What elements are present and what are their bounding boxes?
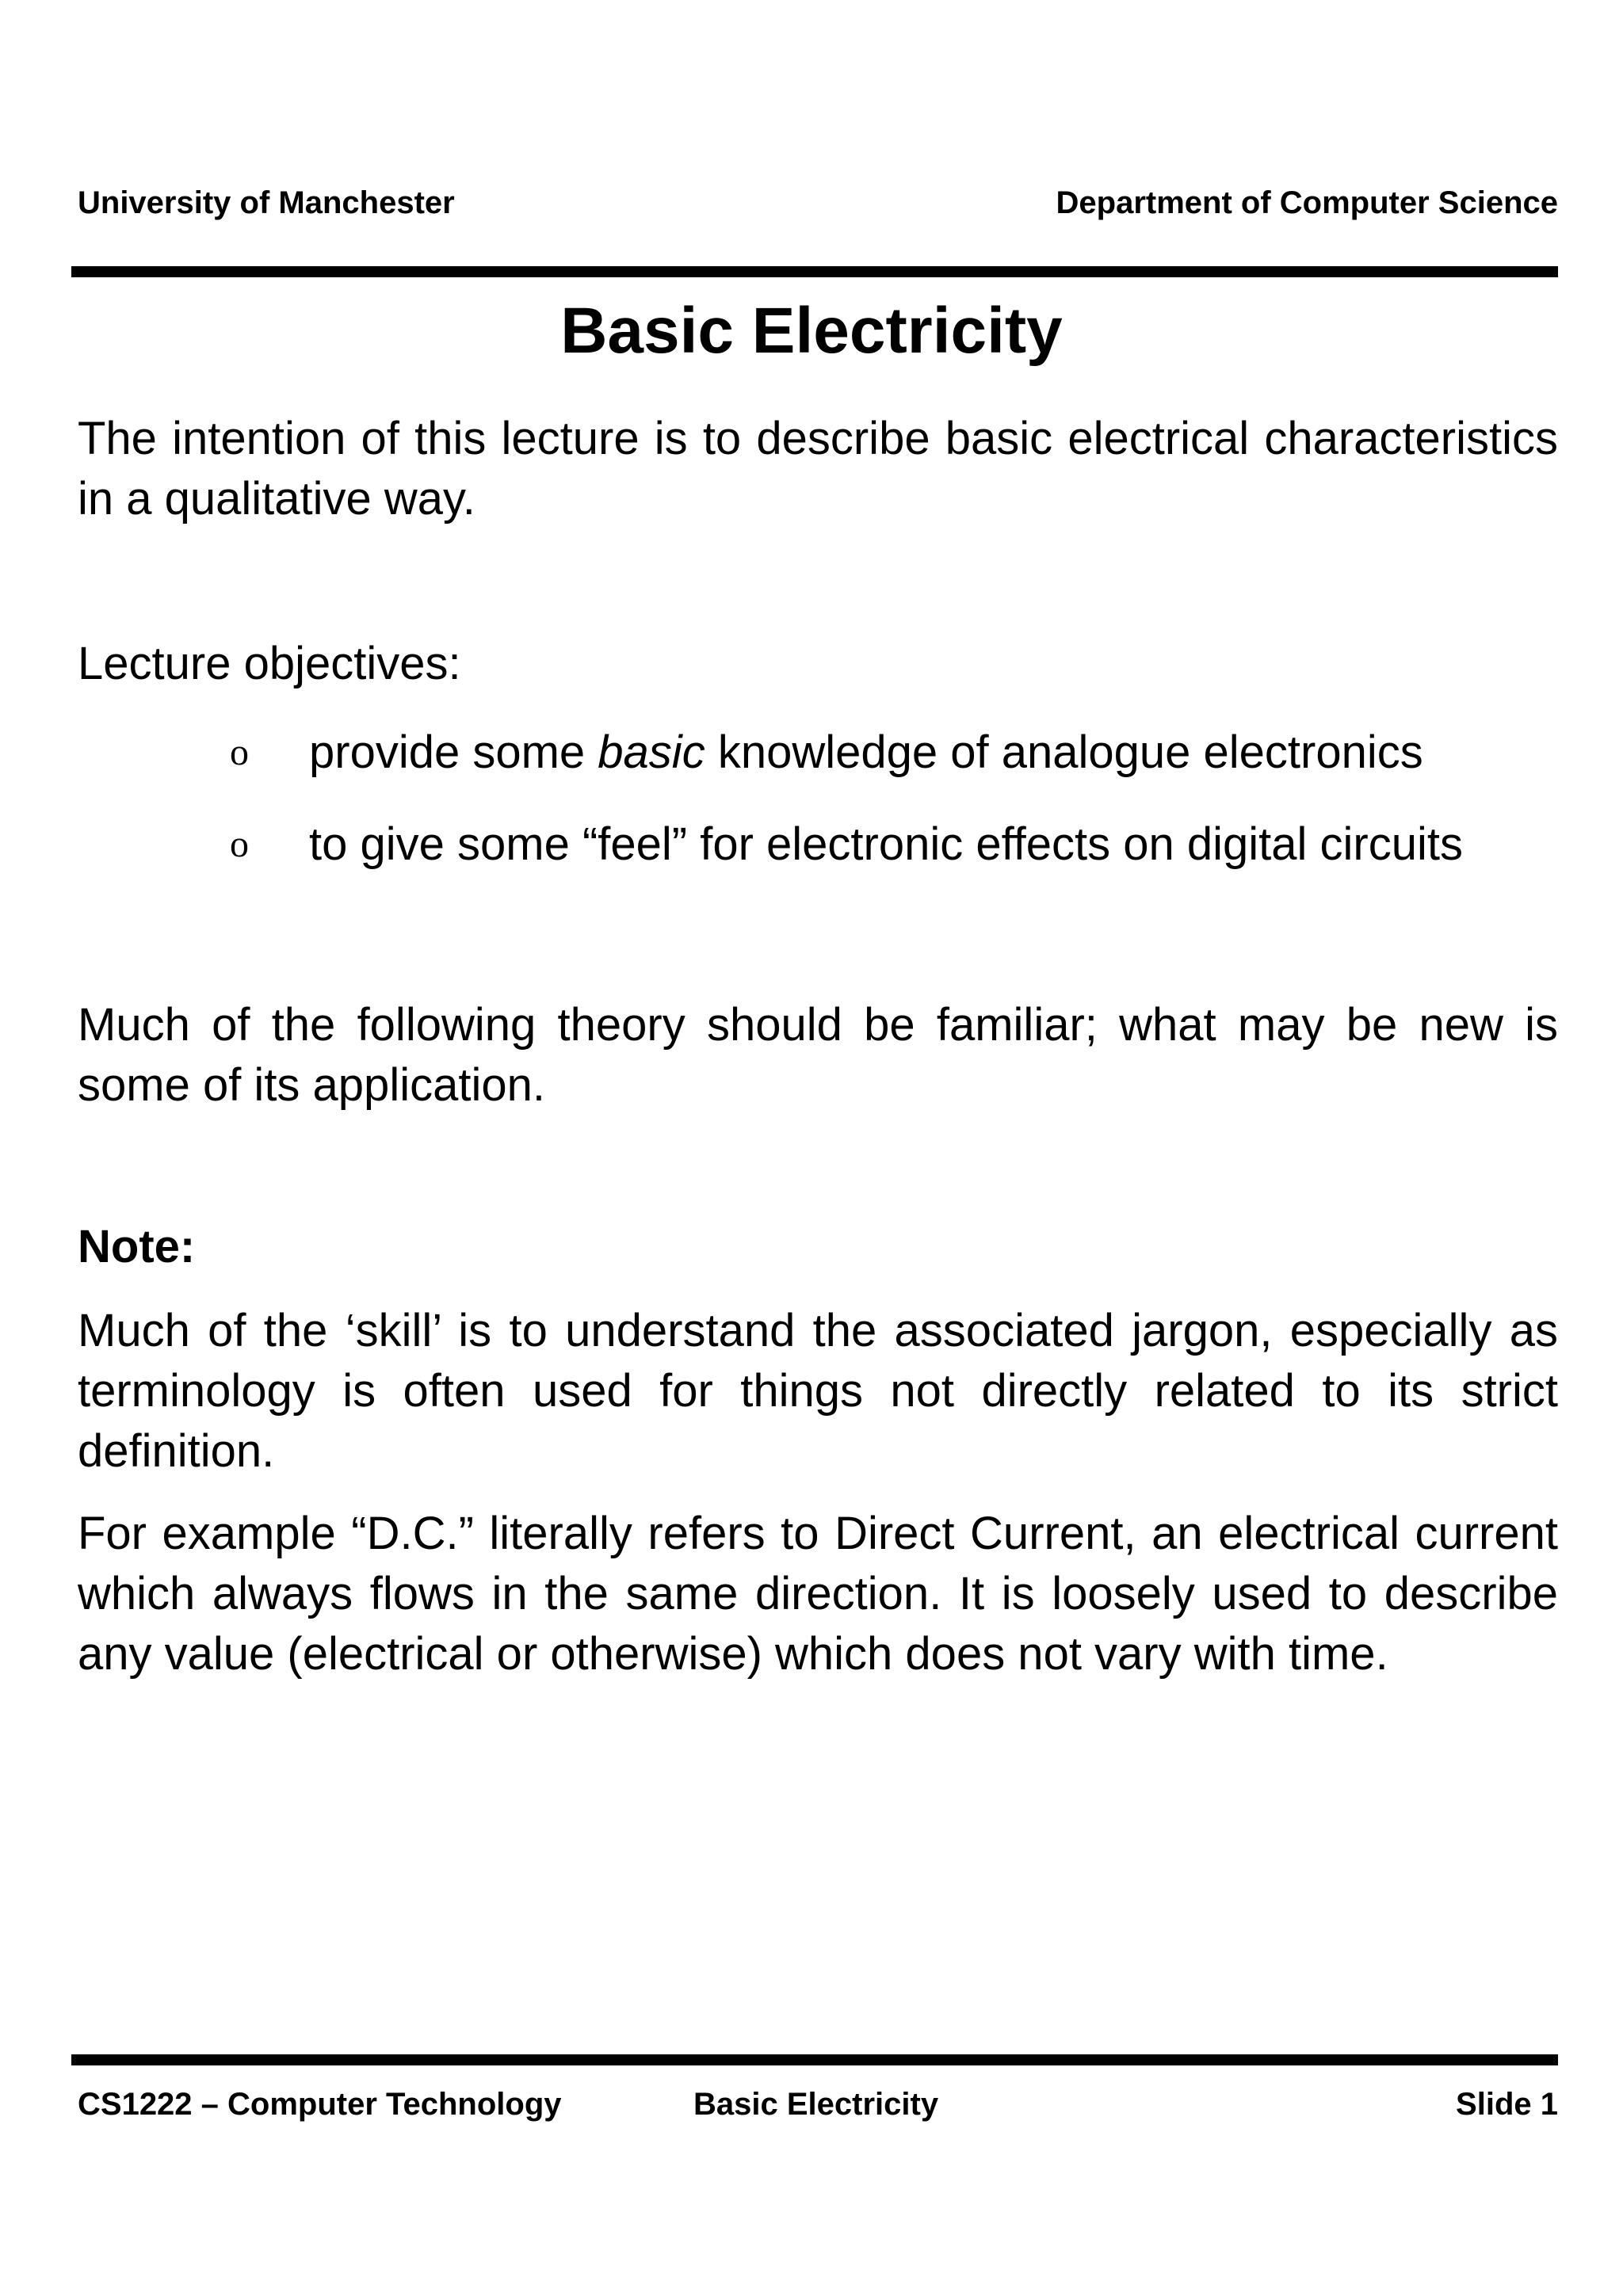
note-paragraph: For example “D.C.” literally refers to Direct Current, an electrical current which always flows in the same direction. It is loosely used to describe any value (electrical or otherwise) which does not vary with time. bbox=[78, 1508, 1558, 1680]
objective-item bbox=[230, 723, 1577, 783]
footer-course: CS1222 – Computer Technology bbox=[78, 2087, 562, 2122]
page-title: Basic Electricity bbox=[560, 295, 1063, 367]
note-heading: Note: bbox=[78, 1221, 196, 1272]
objectives-heading: Lecture objectives: bbox=[78, 638, 461, 689]
page-header bbox=[78, 184, 1558, 222]
bullet-icon: o bbox=[230, 731, 249, 773]
note-paragraph: Much of the ‘skill’ is to understand the associated jargon, especially as terminology is often used for things not directly related to its strict definition. bbox=[78, 1305, 1558, 1477]
intro-paragraph: The intention of this lecture is to describe basic electrical characteristics in a qualitative way. bbox=[78, 413, 1558, 524]
objective-emphasis: basic bbox=[598, 727, 705, 778]
footer-topic: Basic Electricity bbox=[693, 2087, 939, 2122]
objective-item bbox=[230, 814, 1577, 875]
bullet-icon: o bbox=[230, 823, 249, 865]
header-department: Department of Computer Science bbox=[1056, 185, 1558, 220]
header-rule bbox=[71, 266, 1558, 277]
objective-text: to give some “feel” for electronic effects on digital circuits bbox=[309, 818, 1464, 870]
footer-slide-number: Slide 1 bbox=[1456, 2087, 1558, 2122]
header-university: University of Manchester bbox=[78, 185, 455, 220]
objective-text: provide some basic knowledge of analogue electronics bbox=[309, 727, 1423, 778]
objectives-list bbox=[230, 723, 1577, 906]
theory-paragraph: Much of the following theory should be familiar; what may be new is some of its application. bbox=[78, 999, 1558, 1111]
footer-rule bbox=[71, 2054, 1558, 2065]
